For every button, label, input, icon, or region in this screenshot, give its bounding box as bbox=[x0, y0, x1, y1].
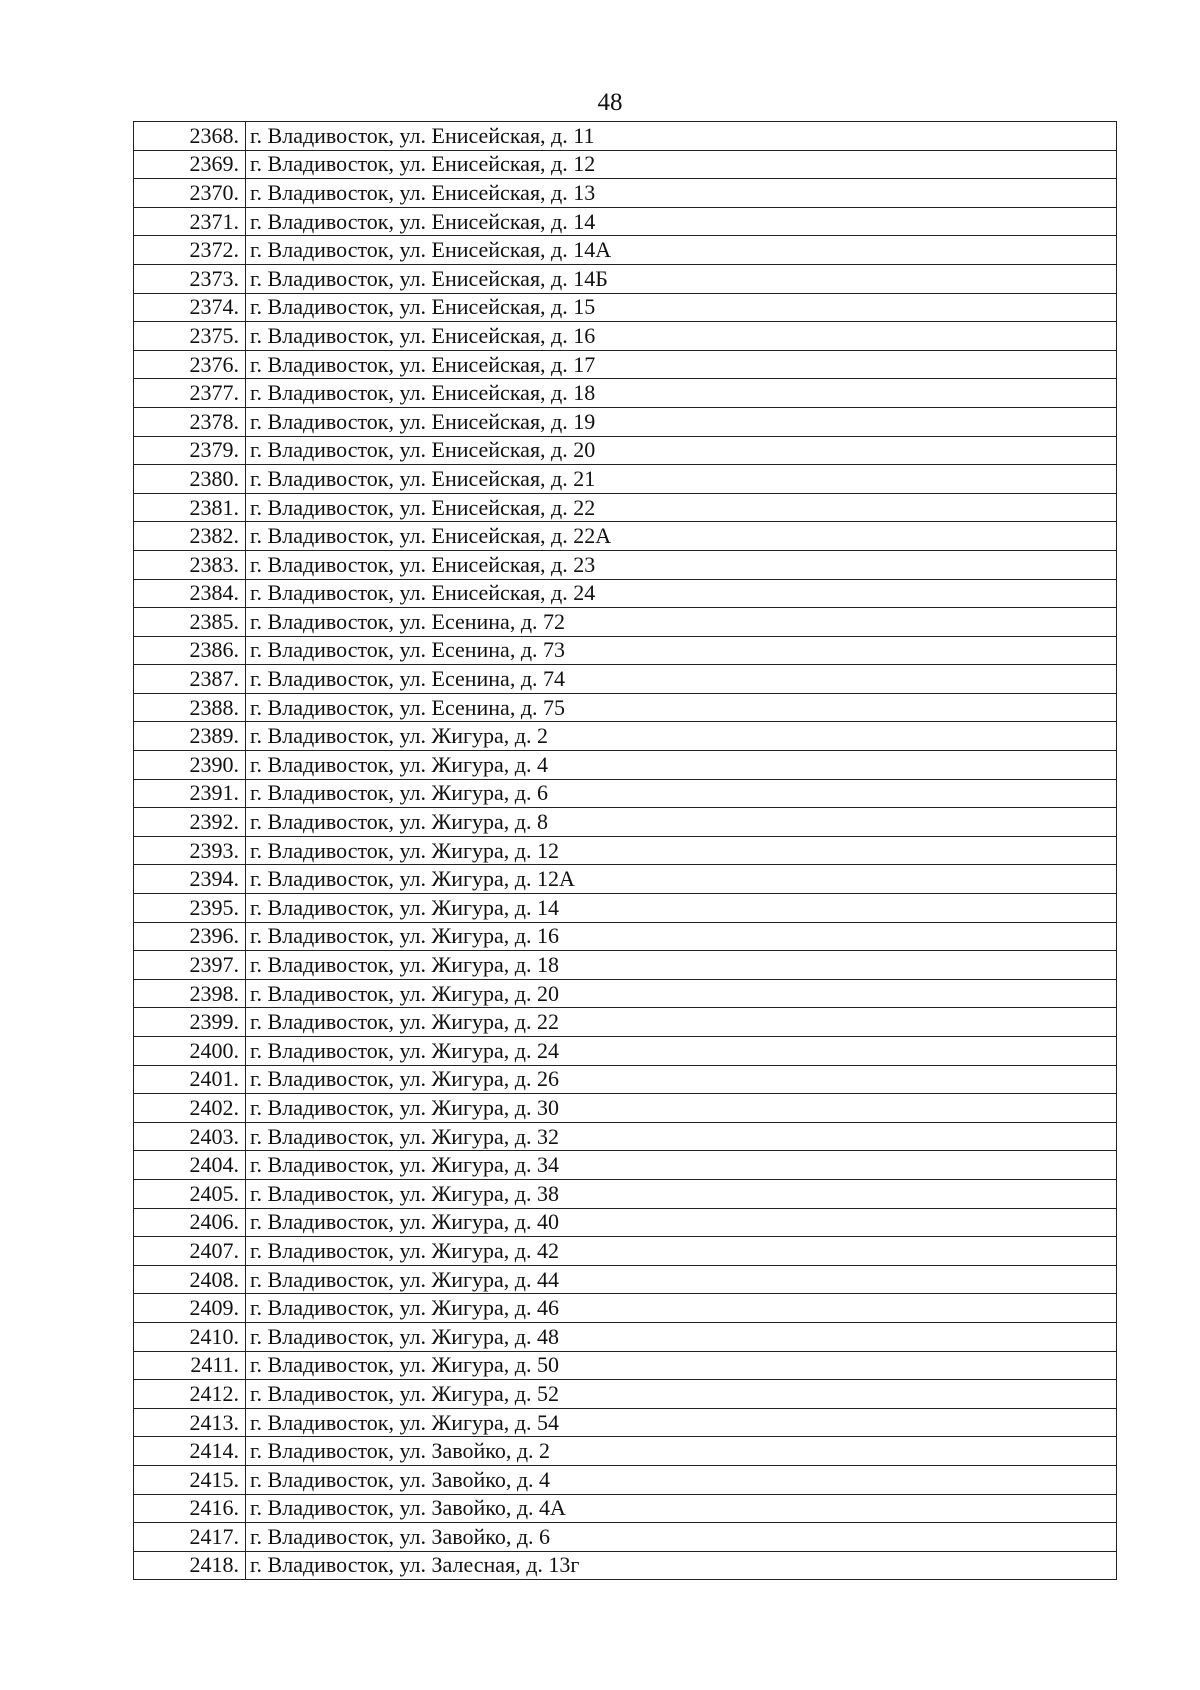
address-cell: г. Владивосток, ул. Енисейская, д. 14 bbox=[246, 207, 1117, 236]
address-cell: г. Владивосток, ул. Жигура, д. 46 bbox=[246, 1294, 1117, 1323]
address-cell: г. Владивосток, ул. Енисейская, д. 20 bbox=[246, 436, 1117, 465]
address-cell: г. Владивосток, ул. Жигура, д. 20 bbox=[246, 979, 1117, 1008]
address-cell: г. Владивосток, ул. Жигура, д. 8 bbox=[246, 808, 1117, 837]
address-cell: г. Владивосток, ул. Енисейская, д. 19 bbox=[246, 407, 1117, 436]
table-row bbox=[134, 1151, 1117, 1180]
table-row bbox=[134, 579, 1117, 608]
row-number: 2369. bbox=[134, 150, 246, 179]
row-number: 2372. bbox=[134, 236, 246, 265]
row-number: 2417. bbox=[134, 1523, 246, 1552]
table-row bbox=[134, 1122, 1117, 1151]
address-cell: г. Владивосток, ул. Енисейская, д. 17 bbox=[246, 350, 1117, 379]
table-row bbox=[134, 1065, 1117, 1094]
address-cell: г. Владивосток, ул. Жигура, д. 52 bbox=[246, 1380, 1117, 1409]
address-cell: г. Владивосток, ул. Завойко, д. 6 bbox=[246, 1523, 1117, 1552]
row-number: 2408. bbox=[134, 1265, 246, 1294]
row-number: 2399. bbox=[134, 1008, 246, 1037]
table-row bbox=[134, 264, 1117, 293]
table-row bbox=[134, 1208, 1117, 1237]
address-cell: г. Владивосток, ул. Жигура, д. 18 bbox=[246, 951, 1117, 980]
address-cell: г. Владивосток, ул. Жигура, д. 44 bbox=[246, 1265, 1117, 1294]
row-number: 2397. bbox=[134, 951, 246, 980]
row-number: 2398. bbox=[134, 979, 246, 1008]
table-row bbox=[134, 122, 1117, 151]
row-number: 2378. bbox=[134, 407, 246, 436]
address-cell: г. Владивосток, ул. Енисейская, д. 16 bbox=[246, 322, 1117, 351]
table-row bbox=[134, 779, 1117, 808]
address-cell: г. Владивосток, ул. Енисейская, д. 12 bbox=[246, 150, 1117, 179]
table-row bbox=[134, 350, 1117, 379]
address-cell: г. Владивосток, ул. Жигура, д. 50 bbox=[246, 1351, 1117, 1380]
row-number: 2368. bbox=[134, 122, 246, 151]
address-cell: г. Владивосток, ул. Жигура, д. 32 bbox=[246, 1122, 1117, 1151]
table-row bbox=[134, 207, 1117, 236]
row-number: 2377. bbox=[134, 379, 246, 408]
table-row bbox=[134, 1322, 1117, 1351]
table-row bbox=[134, 1523, 1117, 1552]
row-number: 2402. bbox=[134, 1094, 246, 1123]
address-cell: г. Владивосток, ул. Жигура, д. 48 bbox=[246, 1322, 1117, 1351]
address-cell: г. Владивосток, ул. Завойко, д. 4 bbox=[246, 1465, 1117, 1494]
row-number: 2415. bbox=[134, 1465, 246, 1494]
table-row bbox=[134, 922, 1117, 951]
address-cell: г. Владивосток, ул. Завойко, д. 4А bbox=[246, 1494, 1117, 1523]
table-row bbox=[134, 751, 1117, 780]
row-number: 2393. bbox=[134, 836, 246, 865]
row-number: 2394. bbox=[134, 865, 246, 894]
address-cell: г. Владивосток, ул. Енисейская, д. 22 bbox=[246, 493, 1117, 522]
row-number: 2386. bbox=[134, 636, 246, 665]
row-number: 2406. bbox=[134, 1208, 246, 1237]
address-cell: г. Владивосток, ул. Енисейская, д. 14А bbox=[246, 236, 1117, 265]
table-row bbox=[134, 1008, 1117, 1037]
row-number: 2403. bbox=[134, 1122, 246, 1151]
table-row bbox=[134, 322, 1117, 351]
address-cell: г. Владивосток, ул. Жигура, д. 34 bbox=[246, 1151, 1117, 1180]
row-number: 2416. bbox=[134, 1494, 246, 1523]
address-cell: г. Владивосток, ул. Жигура, д. 40 bbox=[246, 1208, 1117, 1237]
table-row bbox=[134, 1380, 1117, 1409]
table-row bbox=[134, 979, 1117, 1008]
table-row bbox=[134, 1265, 1117, 1294]
address-cell: г. Владивосток, ул. Жигура, д. 12 bbox=[246, 836, 1117, 865]
row-number: 2400. bbox=[134, 1037, 246, 1066]
address-cell: г. Владивосток, ул. Есенина, д. 72 bbox=[246, 608, 1117, 637]
row-number: 2410. bbox=[134, 1322, 246, 1351]
address-cell: г. Владивосток, ул. Енисейская, д. 21 bbox=[246, 465, 1117, 494]
table-row bbox=[134, 1408, 1117, 1437]
row-number: 2414. bbox=[134, 1437, 246, 1466]
table-row bbox=[134, 1551, 1117, 1580]
table-row bbox=[134, 1237, 1117, 1266]
row-number: 2381. bbox=[134, 493, 246, 522]
row-number: 2383. bbox=[134, 550, 246, 579]
table-row bbox=[134, 636, 1117, 665]
address-table bbox=[133, 121, 1117, 1580]
row-number: 2407. bbox=[134, 1237, 246, 1266]
address-cell: г. Владивосток, ул. Жигура, д. 24 bbox=[246, 1037, 1117, 1066]
table-row bbox=[134, 522, 1117, 551]
address-cell: г. Владивосток, ул. Енисейская, д. 13 bbox=[246, 179, 1117, 208]
address-cell: г. Владивосток, ул. Жигура, д. 22 bbox=[246, 1008, 1117, 1037]
table-row bbox=[134, 865, 1117, 894]
address-table-body bbox=[134, 122, 1117, 1580]
row-number: 2388. bbox=[134, 693, 246, 722]
row-number: 2385. bbox=[134, 608, 246, 637]
row-number: 2405. bbox=[134, 1179, 246, 1208]
table-row bbox=[134, 379, 1117, 408]
table-row bbox=[134, 293, 1117, 322]
address-cell: г. Владивосток, ул. Жигура, д. 14 bbox=[246, 894, 1117, 923]
row-number: 2371. bbox=[134, 207, 246, 236]
table-row bbox=[134, 550, 1117, 579]
table-row bbox=[134, 693, 1117, 722]
table-row bbox=[134, 1037, 1117, 1066]
table-row bbox=[134, 407, 1117, 436]
table-row bbox=[134, 836, 1117, 865]
table-row bbox=[134, 1294, 1117, 1323]
address-cell: г. Владивосток, ул. Енисейская, д. 14Б bbox=[246, 264, 1117, 293]
table-row bbox=[134, 808, 1117, 837]
row-number: 2376. bbox=[134, 350, 246, 379]
table-row bbox=[134, 1179, 1117, 1208]
address-cell: г. Владивосток, ул. Есенина, д. 74 bbox=[246, 665, 1117, 694]
table-row bbox=[134, 665, 1117, 694]
row-number: 2401. bbox=[134, 1065, 246, 1094]
table-row bbox=[134, 608, 1117, 637]
row-number: 2395. bbox=[134, 894, 246, 923]
table-row bbox=[134, 894, 1117, 923]
table-row bbox=[134, 1465, 1117, 1494]
row-number: 2404. bbox=[134, 1151, 246, 1180]
address-cell: г. Владивосток, ул. Жигура, д. 12А bbox=[246, 865, 1117, 894]
address-cell: г. Владивосток, ул. Залесная, д. 13г bbox=[246, 1551, 1117, 1580]
row-number: 2380. bbox=[134, 465, 246, 494]
row-number: 2411. bbox=[134, 1351, 246, 1380]
table-row bbox=[134, 1437, 1117, 1466]
row-number: 2413. bbox=[134, 1408, 246, 1437]
row-number: 2391. bbox=[134, 779, 246, 808]
table-row bbox=[134, 236, 1117, 265]
address-cell: г. Владивосток, ул. Жигура, д. 54 bbox=[246, 1408, 1117, 1437]
address-cell: г. Владивосток, ул. Енисейская, д. 18 bbox=[246, 379, 1117, 408]
row-number: 2375. bbox=[134, 322, 246, 351]
table-row bbox=[134, 1351, 1117, 1380]
table-row bbox=[134, 150, 1117, 179]
table-row bbox=[134, 179, 1117, 208]
row-number: 2418. bbox=[134, 1551, 246, 1580]
row-number: 2390. bbox=[134, 751, 246, 780]
row-number: 2409. bbox=[134, 1294, 246, 1323]
table-row bbox=[134, 1494, 1117, 1523]
table-row bbox=[134, 722, 1117, 751]
row-number: 2412. bbox=[134, 1380, 246, 1409]
row-number: 2389. bbox=[134, 722, 246, 751]
table-row bbox=[134, 493, 1117, 522]
table-row bbox=[134, 436, 1117, 465]
address-cell: г. Владивосток, ул. Завойко, д. 2 bbox=[246, 1437, 1117, 1466]
address-cell: г. Владивосток, ул. Жигура, д. 42 bbox=[246, 1237, 1117, 1266]
address-cell: г. Владивосток, ул. Енисейская, д. 24 bbox=[246, 579, 1117, 608]
address-cell: г. Владивосток, ул. Жигура, д. 26 bbox=[246, 1065, 1117, 1094]
address-cell: г. Владивосток, ул. Енисейская, д. 23 bbox=[246, 550, 1117, 579]
row-number: 2382. bbox=[134, 522, 246, 551]
address-cell: г. Владивосток, ул. Енисейская, д. 22А bbox=[246, 522, 1117, 551]
row-number: 2384. bbox=[134, 579, 246, 608]
table-row bbox=[134, 465, 1117, 494]
row-number: 2374. bbox=[134, 293, 246, 322]
row-number: 2387. bbox=[134, 665, 246, 694]
row-number: 2392. bbox=[134, 808, 246, 837]
row-number: 2396. bbox=[134, 922, 246, 951]
address-cell: г. Владивосток, ул. Жигура, д. 30 bbox=[246, 1094, 1117, 1123]
address-cell: г. Владивосток, ул. Есенина, д. 75 bbox=[246, 693, 1117, 722]
address-cell: г. Владивосток, ул. Жигура, д. 4 bbox=[246, 751, 1117, 780]
row-number: 2370. bbox=[134, 179, 246, 208]
address-cell: г. Владивосток, ул. Жигура, д. 2 bbox=[246, 722, 1117, 751]
table-row bbox=[134, 1094, 1117, 1123]
address-cell: г. Владивосток, ул. Жигура, д. 6 bbox=[246, 779, 1117, 808]
address-cell: г. Владивосток, ул. Жигура, д. 38 bbox=[246, 1179, 1117, 1208]
address-cell: г. Владивосток, ул. Жигура, д. 16 bbox=[246, 922, 1117, 951]
table-row bbox=[134, 951, 1117, 980]
page-number: 48 bbox=[597, 89, 623, 116]
address-cell: г. Владивосток, ул. Енисейская, д. 11 bbox=[246, 122, 1117, 151]
row-number: 2373. bbox=[134, 264, 246, 293]
row-number: 2379. bbox=[134, 436, 246, 465]
address-cell: г. Владивосток, ул. Есенина, д. 73 bbox=[246, 636, 1117, 665]
address-cell: г. Владивосток, ул. Енисейская, д. 15 bbox=[246, 293, 1117, 322]
